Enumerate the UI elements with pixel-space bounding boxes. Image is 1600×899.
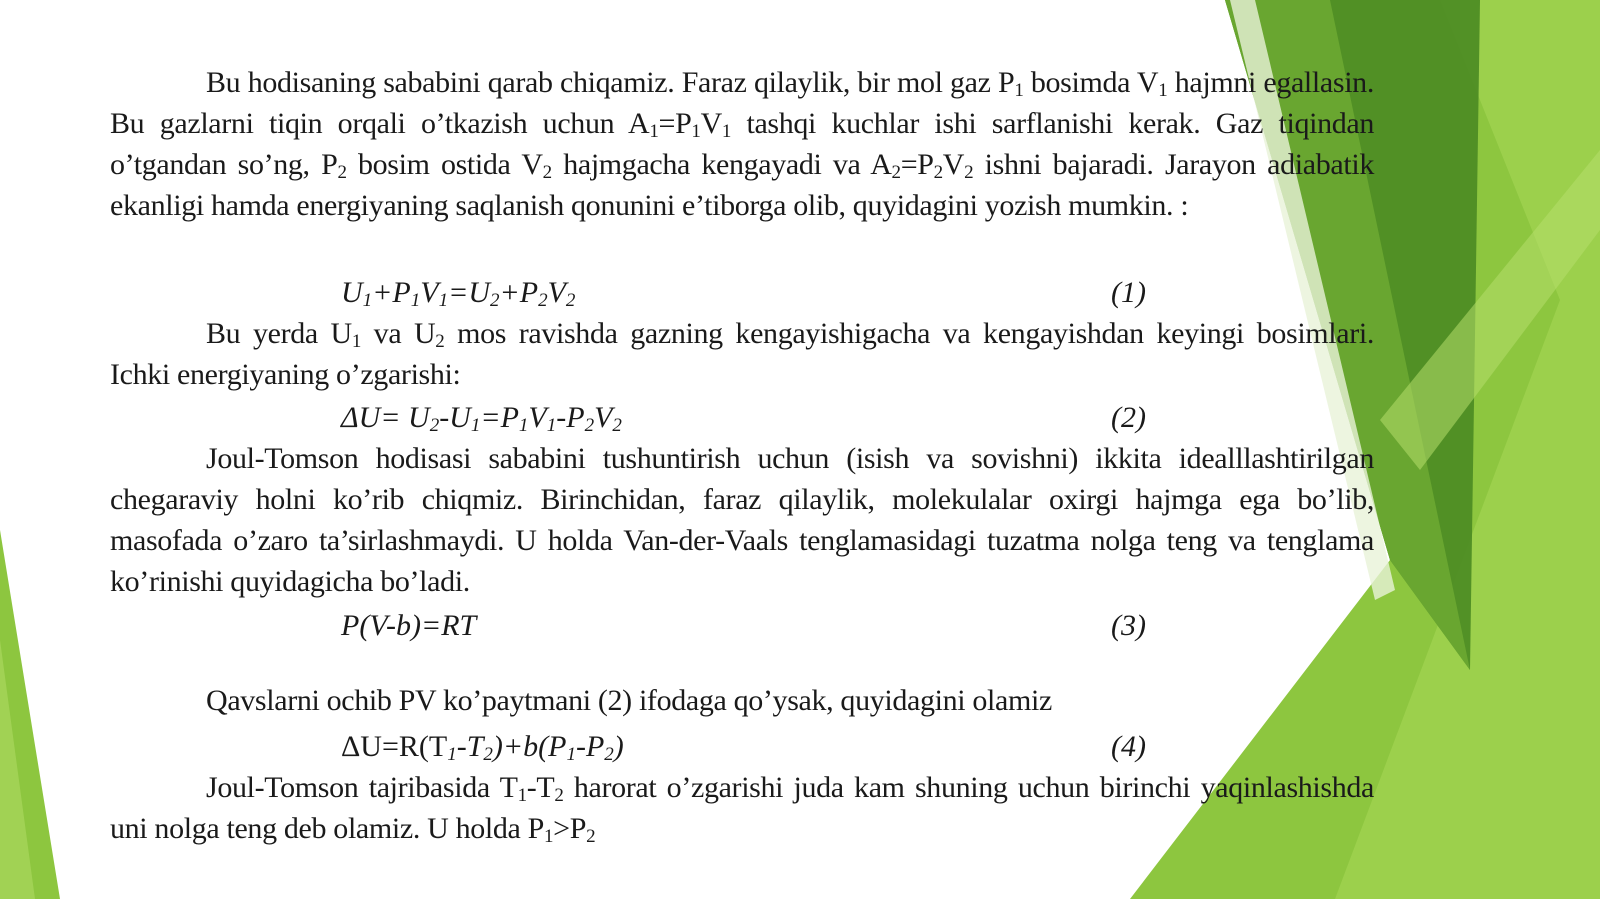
equation-1-expression: $U_1+P_1V_1=U_2+P_2V_2$ (341, 276, 576, 311)
equation-3 (341, 605, 1146, 646)
equation-2 (341, 397, 1146, 438)
equation-4-number: (4) (1111, 730, 1146, 763)
paragraph-experiment: Joul-Tomson tajribasida $T_1-T_2$ harorat o’zgarishi juda kam shuning uchun birinchi yaqinlashishda uni nolga teng deb olamiz. U holda $P_1>P_2$ (110, 771, 1374, 847)
paragraph-intro: Bu hodisaning sababini qarab chiqamiz. Faraz qilaylik, bir mol gaz $P_1$ bosimda $V_1$ hajmni egallasin. Bu gazlarni tiqin orqali o’tkazish uchun $A_1=P_1V_1$ tashqi kuchlar ishi sarflanishi kerak. Gaz tiqindan o’tgandan so’ng, $P_2$ bosim ostida $V_2$ hajmgacha kengayadi va $A_2=P_2V_2$ ishni bajaradi. Jarayon adiabatik ekanligi hamda energiyaning saqlanish qonunini e’tiborga olib, quyidagini yozish mumkin. : (110, 66, 1374, 222)
equation-3-number: (3) (1111, 609, 1146, 642)
paragraph-internal-energy: Bu yerda $U_1$ va $U_2$ mos ravishda gazning kengayishigacha va kengayishdan keyingi bosimlari. Ichki energiyaning o’zgarishi: (110, 317, 1375, 391)
equation-4 (341, 726, 1146, 767)
paragraph-substitution: Qavslarni ochib PV ko’paytmani (2) ifodaga qo’ysak, quyidagini olamiz (206, 684, 1052, 717)
equation-4-expression: $\Delta U=R(T_1-T_2)+b(P_1-P_2)$ (341, 730, 624, 765)
paragraph-joule-thomson: Joul-Tomson hodisasi sababini tushuntirish uchun (isish va sovishni) ikkita idealllashtirilgan chegaraviy holni ko’rib chiqmiz. Birinchidan, faraz qilaylik, molekulalar oxirgi hajmga ega bo’lib, masofada o’zaro ta’sirlashmaydi. U holda Van-der-Vaals tenglamasidagi tuzatma nolga teng va tenglama ko’rinishi quyidagicha bo’ladi. (110, 442, 1374, 598)
equation-1-number: (1) (1111, 276, 1146, 309)
equation-2-expression: $\Delta U= U_2-U_1=P_1V_1-P_2V_2$ (341, 401, 622, 436)
equation-1 (341, 272, 1146, 313)
equation-2-number: (2) (1111, 401, 1146, 434)
equation-3-expression: P(V-b)=RT (341, 609, 477, 642)
